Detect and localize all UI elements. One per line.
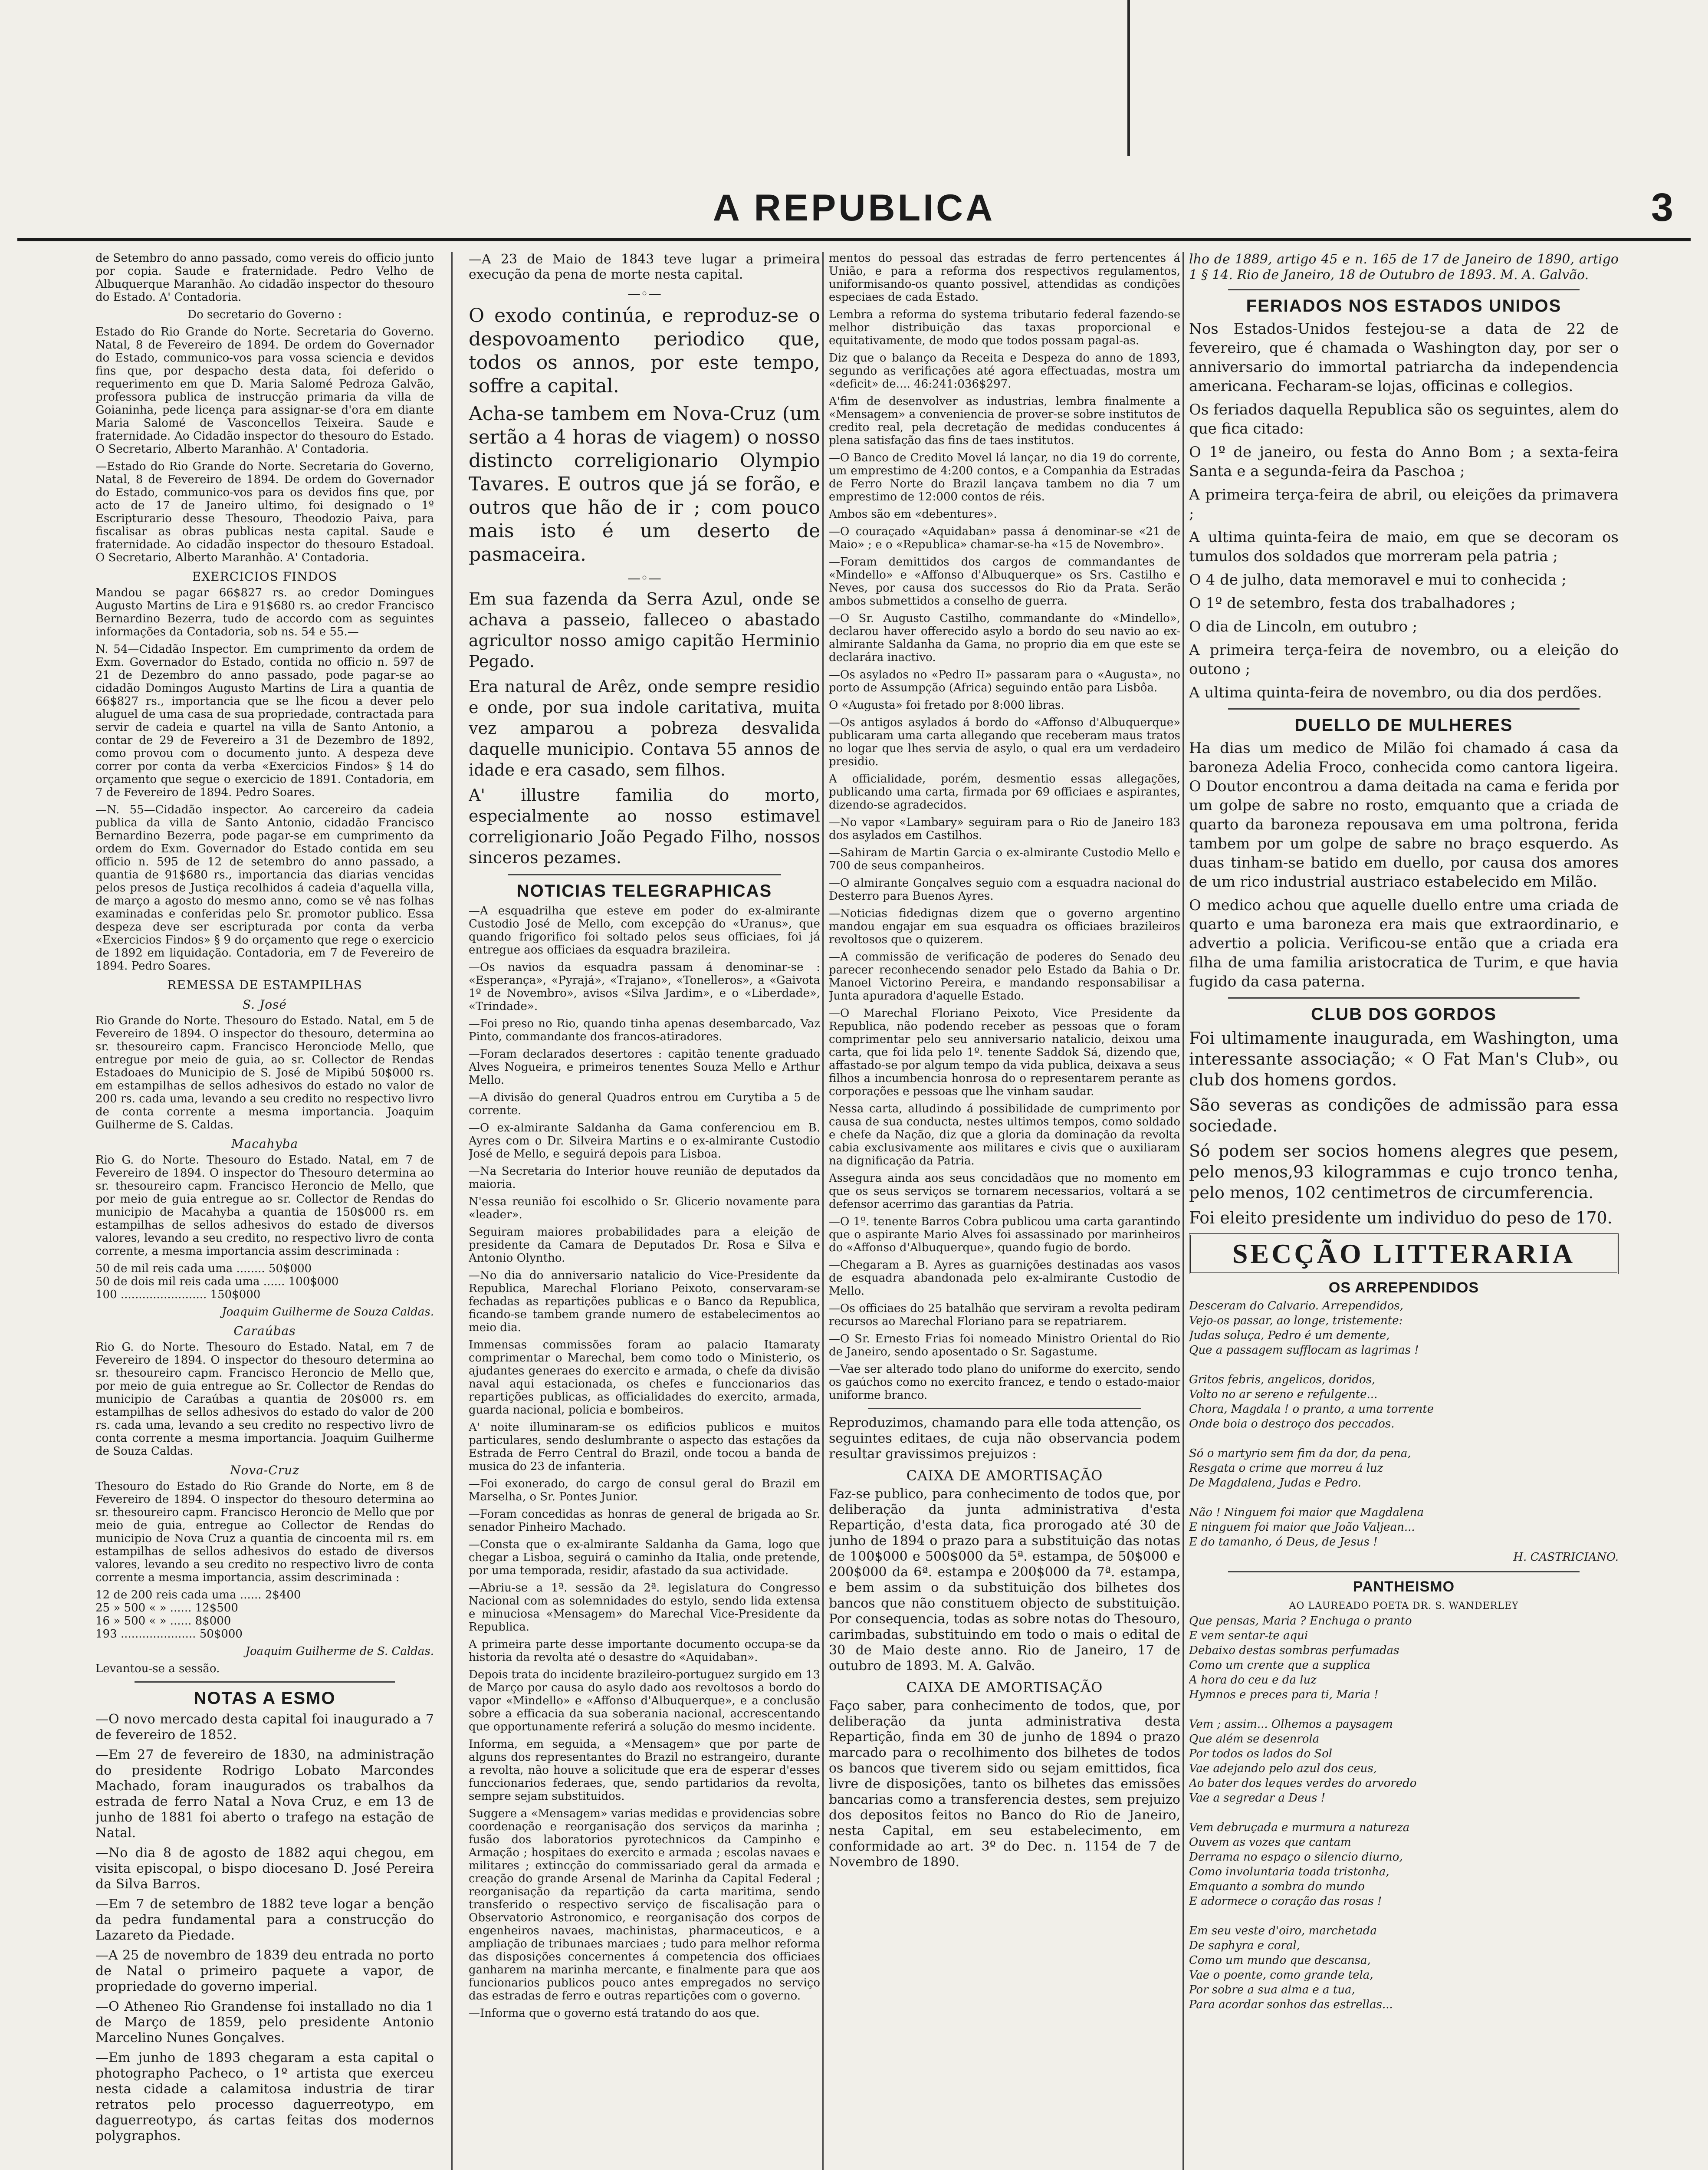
paragraph: —O Sr. Ernesto Frias foi nomeado Ministro Oriental do Rio de Janeiro, sendo aposentado o Sr. Sagastume. xyxy=(829,1332,1180,1358)
paragraph: —Consta que o ex-almirante Saldanha da Gama, logo que chegar a Lisboa, seguirá o caminho da Italia, onde pretende, por uma temporada, residir, afastado da sua actividade. xyxy=(469,1538,820,1577)
paragraph: —A divisão do general Quadros entrou em Curytiba a 5 de corrente. xyxy=(469,1091,820,1117)
poem-line: Ouvem as vozes que cantam xyxy=(1189,1836,1351,1849)
paragraph: Suggere a «Mensagem» varias medidas e providencias sobre coordenação e reorganisação dos serviços da marinha ; fusão dos laboratorios pyrotechnicos da Campinho e Armação ; hospitaes do exercito e armada ; escolas navaes e militares ; extincção do commissariado geral da armada e creação do grande Arsenal de Marinha da Capital Federal ; reorganisação da repartição da carta maritima, sendo transferido o respectivo serviço de fiscalisação para o Observatorio Astronomico, e reorganisação dos corpos de engenheiros navaes, machinistas, pharmaceuticos, e a ampliação de tribunaes marciaes ; tudo para melhor reforma das disposições concernentes á competencia dos officiaes ganharem na marinha mercante, e finalmente para que aos funcionarios publicos pouco antes empregados no serviço das estradas de ferro e outras repartições com o governo. xyxy=(469,1807,820,2002)
paragraph: Foi ultimamente inaugurada, em Washington, uma interessante associação; « O Fat Man's Club», ou club dos homens gordos. xyxy=(1189,1029,1619,1089)
paragraph: —Noticias fidedignas dizem que o governo argentino mandou engajar em sua esquadra os officiaes brazileiros revoltosos que o quizerem. xyxy=(829,907,1180,946)
column-4 xyxy=(1189,252,1619,2170)
poem-line: Vae a segredar a Deus ! xyxy=(1189,1792,1326,1805)
poem-line: Chora, Magdala ! o pranto, a uma torrente xyxy=(1189,1403,1434,1416)
poem-line: Vem ; assim... Olhemos a paysagem xyxy=(1189,1718,1393,1731)
poem-line: Em seu veste d'oiro, marchetada xyxy=(1189,1924,1377,1937)
paragraph: —Em 7 de setembro de 1882 teve logar a benção da pedra fundamental para a construcção do Lazareto da Piedade. xyxy=(95,1897,434,1943)
paragraph: —Foi exonerado, do cargo de consul geral do Brazil em Marselha, o Sr. Pontes Junior. xyxy=(469,1477,820,1503)
poem-line xyxy=(1189,1806,1619,1820)
poem-line: Debaixo destas sombras perfumadas xyxy=(1189,1644,1399,1657)
paragraph: —O 1º. tenente Barros Cobra publicou uma carta garantindo que o aspirante Mario Alves foi assassinado por marinheiros do «Affonso d'Albuquerque», quando fugio de bordo. xyxy=(829,1215,1180,1254)
paragraph: —Vae ser alterado todo plano do uniforme do exercito, sendo os gaúchos como no exercito francez, e tendo o estado-maior uniforme branco. xyxy=(829,1363,1180,1402)
list-item: A ultima quinta-feira de maio, em que se decoram os tumulos dos soldados que morreram pela patria ; xyxy=(1189,529,1619,565)
list-item: A primeira terça-feira de abril, ou eleições da primavera ; xyxy=(1189,486,1619,523)
paragraph: —Em junho de 1893 chegaram a esta capital o photographo Pacheco, o 1º artista que exerceu nesta cidade a calamitosa industria de tirar retratos pelo processo daguerreotypo, em daguerreotypo, ás cartas feitas dos modernos polygraphos. xyxy=(95,2050,434,2144)
paragraph: Faz-se publico, para conhecimento de todos que, por deliberação da junta administrativa d'esta Repartição, d'esta data, fica prorogado até 30 de junho de 1894 o prazo para a substituição das notas de 100$000 e 500$000 da 5ª. estampa, de 50$000 e 200$000 da 6ª. estampa e 200$000 da 7ª. estampa, e bem assim o da substituição dos bilhetes dos bancos que não constituem objecto de substituição. Por consequencia, todas as sobre notas do Thesouro, carimbadas, substituindo em todo o mais o edital de 30 de Maio deste anno. Rio de Janeiro, 17 de outubro de 1893. M. A. Galvão. xyxy=(829,1486,1180,1674)
column-2 xyxy=(469,252,820,2170)
section-heading: CLUB DOS GORDOS xyxy=(1311,1005,1497,1024)
divider xyxy=(868,1408,1141,1409)
poem-line: De saphyra e coral, xyxy=(1189,1939,1300,1952)
paragraph: —Os navios da esquadra passam á denominar-se : «Esperança», «Pyrajá», «Trajano», «Tonelleros», a «Gaivota 1º de Novembro», avisos «Silva Jardim», e o «Liberdade», «Trindade». xyxy=(469,961,820,1013)
list-item: O 1º de setembro, festa dos trabalhadores ; xyxy=(1189,595,1516,612)
poem-line: Que pensas, Maria ? Enchuga o pranto xyxy=(1189,1614,1412,1628)
poem-line: Desceram do Calvario. Arrependidos, xyxy=(1189,1299,1403,1312)
paragraph: —O Atheneo Rio Grandense foi installado no dia 1 de Março de 1859, pelo presidente Antonio Marcelino Nunes Gonçalves. xyxy=(95,1999,434,2045)
literary-section-banner: SECÇÃO LITTERARIA xyxy=(1189,1233,1619,1274)
signature: Joaquim Guilherme de Souza Caldas. xyxy=(222,1305,434,1318)
poem-title: PANTHEISMO xyxy=(1353,1578,1455,1595)
poem-title: OS ARREPENDIDOS xyxy=(1328,1279,1479,1296)
paragraph: —O ex-almirante Saldanha da Gama conferenciou em B. Ayres com o Dr. Silveira Martins e o ex-almirante Custodio José de Mello, e seguirá depois para Lisboa. xyxy=(469,1121,820,1161)
paragraph: São severas as condições de admissão para essa sociedade. xyxy=(1189,1095,1619,1135)
paragraph: O exodo continúa, e reproduz-se o despovoamento periodico que, todos os annos, por este tempo, soffre a capital. xyxy=(469,305,820,397)
divider xyxy=(508,874,781,875)
ornament-divider: —◦— xyxy=(627,286,661,302)
ornament-divider: —◦— xyxy=(627,571,661,586)
paragraph: Depois trata do incidente brazileiro-portuguez surgido em 13 de Março por causa do asylo dado aos revoltosos a bordo do vapor «Mindello» e «Affonso d'Albuquerque», e a conclusão sobre a efficacia da sua soberania nacional, accrescentando que opportunamente referirá a solução do mesmo incidente. xyxy=(469,1668,820,1733)
paragraph: —Foram demittidos dos cargos de commandantes de «Mindello» e «Affonso d'Albuquerque» os Srs. Castilho e Neves, por causa dos successos do Rio da Prata. Serão ambos submettidos a conselho de guerra. xyxy=(829,556,1180,608)
poem xyxy=(1189,1614,1619,2012)
list-item: O 1º de janeiro, ou festa do Anno Bom ; a sexta-feira Santa e a segunda-feira da Paschoa ; xyxy=(1189,444,1619,480)
table-row: 50 de dois mil reis cada uma ...... 100$000 xyxy=(95,1275,339,1288)
paragraph: —Chegaram a B. Ayres as guarnições destinadas aos vasos de esquadra abandonada pelo ex-almirante Custodio de Mello. xyxy=(829,1259,1180,1298)
section-heading: CAIXA DE AMORTISAÇÃO xyxy=(906,1467,1103,1484)
poem-line: Vem debruçada e murmura a natureza xyxy=(1189,1821,1410,1834)
list-item: A primeira terça-feira de novembro, ou a eleição do outono ; xyxy=(1189,641,1619,678)
signature: Joaquim Guilherme de S. Caldas. xyxy=(245,1645,434,1658)
poem-line: Derrama no espaço o silencio diurno, xyxy=(1189,1851,1403,1864)
poem-line: De Magdalena, Judas e Pedro. xyxy=(1189,1476,1361,1489)
poem-line: Que além se desenrola xyxy=(1189,1733,1320,1746)
table-total: 100 ........................ 150$000 xyxy=(95,1288,261,1301)
poem-line xyxy=(1189,1909,1619,1923)
poem-line: E do tamanho, ó Deus, de Jesus ! xyxy=(1189,1535,1378,1549)
newspaper-title: A REPUBLICA xyxy=(713,187,995,229)
poem-line: E ninguem foi maior que João Valjean... xyxy=(1189,1521,1415,1534)
column-3 xyxy=(829,252,1180,2170)
column-divider xyxy=(822,252,824,2170)
section-heading: EXERCICIOS FINDOS xyxy=(192,569,338,584)
poem-line: Que a passagem sufflocam as lagrimas ! xyxy=(1189,1344,1419,1357)
section-subheading: Nova-Cruz xyxy=(230,1463,299,1477)
section-heading: NOTICIAS TELEGRAPHICAS xyxy=(516,881,772,901)
list-item: O 4 de julho, data memoravel e mui to conhecida ; xyxy=(1189,571,1567,589)
paragraph: Acha-se tambem em Nova-Cruz (um sertão a 4 horas de viagem) o nosso distincto correligionario Olympio Tavares. E outros que já se forão, e outros que hão de ir ; com pouco mais isto é um deserto de pasmaceira. xyxy=(469,403,820,566)
poem-line: Vejo-os passar, ao longe, tristemente: xyxy=(1189,1314,1403,1327)
paragraph: Immensas commissões foram ao palacio Itamaraty comprimentar o Marechal, bem como todo o Ministerio, os ajudantes generaes do exercito e armada, o chefe da divisão naval aqui estacionada, os chefes e funccionarios das repartições publicas, as officialidades do exercito, armada, guarda nacional, policia e bombeiros. xyxy=(469,1338,820,1417)
poem-line: Onde boia o destroço dos peccados. xyxy=(1189,1417,1395,1430)
paragraph: Assegura ainda aos seus concidadãos que no momento em que os seus serviços se tornarem necessarios, voltará a se defensor acerrimo das garantias da Patria. xyxy=(829,1172,1180,1211)
paragraph: Levantou-se a sessão. xyxy=(95,1662,220,1675)
column-divider xyxy=(451,252,453,2170)
paragraph: —Foram declarados desertores : capitão tenente graduado Alves Nogueira, e primeiros tenentes Souza Mello e Arthur Mello. xyxy=(469,1048,820,1087)
section-subheading: Macahyba xyxy=(231,1137,299,1151)
poem-line: Emquanto a sombra do mundo xyxy=(1189,1880,1365,1893)
paragraph: Seguiram maiores probabilidades para a eleição de presidente da Camara de Deputados Dr. Rosa e Silva e Antonio Olyntho. xyxy=(469,1226,820,1265)
table-row: 50 de mil reis cada uma ........ 50$000 xyxy=(95,1262,312,1275)
section-subheading: S. José xyxy=(242,997,287,1012)
paragraph: —O novo mercado desta capital foi inaugurado a 7 de fevereiro de 1852. xyxy=(95,1712,434,1743)
paragraph: Rio G. do Norte. Thesouro do Estado. Natal, em 7 de Fevereiro de 1894. O inspector do Thesouro determina ao sr. thesoureiro capm. Francisco Heroncio de Mello, que por meio de guia entregue ao sr. Collector de Rendas do municipio de Macahyba a quantia de 150$000 rs. em estampilhas de sellos adhesivos do estado de diversos valores, levando a seu credito, no respectivo livro de conta corrente, a mesma importancia assim descriminada : xyxy=(95,1154,434,1258)
poem-line: Só o martyrio sem fim da dor, da pena, xyxy=(1189,1447,1411,1460)
table-total: 193 ..................... 50$000 xyxy=(95,1628,243,1641)
paragraph: —Em 27 de fevereiro de 1830, na administração do presidente Rodrigo Lobato Marcondes Machado, foram inaugurados os trabalhos da estrada de ferro Natal a Nova Cruz, e em 13 de junho de 1881 foi aberto o trafego na estação de Natal. xyxy=(95,1747,434,1841)
paragraph: Faço saber, para conhecimento de todos, que, por deliberação da junta administrativa desta Repartição, finda em 30 de junho de 1894 o prazo marcado para o recolhimento dos bilhetes de todos os bancos que tiverem sido ou sejam emittidos, fica livre de disposições, tanto os bilhetes das emissões bancarias como a transferencia destes, sem prejuizo dos depositos feitos no Banco do Rio de Janeiro, nesta Capital, em seu estabelecimento, em conformidade ao art. 3º do Dec. n. 1154 de 7 de Novembro de 1890. xyxy=(829,1698,1180,1870)
poem-line: Vae o poente, como grande tela, xyxy=(1189,1969,1373,1982)
poem-line xyxy=(1189,1491,1619,1505)
table-row: 16 » 500 « » ...... 8$000 xyxy=(95,1614,231,1628)
poem-line xyxy=(1189,1432,1619,1446)
paragraph: Rio G. do Norte. Thesouro do Estado. Natal, em 7 de Fevereiro de 1894. O inspector do thesouro determina ao sr. thesoureiro capm. Francisco Heroncio de Mello que, por meio de guia entregue ao Sr. Collector de Rendas do municipio de Caraúbas a quantia de 20$000 rs. em estampilhas de sellos adhesivos do estado do valor de 200 rs. cada uma, levando a seu credito no respectivo livro de conta corrente a mesma importancia. Joaquim Guilherme de Souza Caldas. xyxy=(95,1341,434,1458)
divider xyxy=(1228,708,1580,710)
paragraph: —A esquadrilha que esteve em poder do ex-almirante Custodio José de Mello, com excepção do «Uranus», que quando frigorifico foi soltado pelos seus officiaes, foi já entregue aos officiaes da esquadra brazileira. xyxy=(469,904,820,957)
paragraph: Reproduzimos, chamando para elle toda attenção, os seguintes editaes, de cuja não observancia podem resultar gravissimos prejuizos : xyxy=(829,1415,1180,1462)
paragraph: —Os asylados no «Pedro II» passaram para o «Augusta», no porto de Assumpção (Africa) seguindo então para Lisbôa. xyxy=(829,668,1180,694)
paragraph: —O couraçado «Aquidaban» passa á denominar-se «21 de Maio» ; e o «Republica» chamar-se-ha «15 de Novembro». xyxy=(829,525,1180,551)
poem-line xyxy=(1189,1703,1619,1716)
poem-line: Por sobre a sua alma e a tua, xyxy=(1189,1983,1355,1996)
paragraph: —Sahiram de Martin Garcia o ex-almirante Custodio Mello e 700 de seus companheiros. xyxy=(829,846,1180,872)
paragraph: Thesouro do Estado do Rio Grande do Norte, em 8 de Fevereiro de 1894. O inspector do thesouro determina ao sr. thesoureiro capm. Francisco Heroncio de Mello que por meio de guia, entregue ao Collector de Rendas do municipio de Nova Cruz a quantia de cincoenta mil rs. em estampilhas de sellos adhesivos do estado de diversos valores, levando a seu credito no respectivo livro de conta corrente a mesma importancia, assim descriminada : xyxy=(95,1480,434,1584)
paragraph: Estado do Rio Grande do Norte. Secretaria do Governo. Natal, 8 de Fevereiro de 1894. De ordem do Governador do Estado, communico-vos para vossa sciencia e devidos fins que, por despacho desta data, foi deferido o requerimento em que D. Maria Salomé Pedroza Galvão, professora publica de instrucção primaria da villa de Goianinha, pede licença para assignar-se d'ora em diante Maria Salomé de Vasconcellos Teixeira. Saude e fraternidade. Ao Cidadão inspector do thesouro do Estado. O Secretario, Alberto Maranhão. A' Contadoria. xyxy=(95,326,434,456)
paragraph: Rio Grande do Norte. Thesouro do Estado. Natal, em 5 de Fevereiro de 1894. O inspector do thesouro, determina ao sr. thesoureiro capm. Francisco Heronciode Mello, que entregue por meio de guia, ao sr. Collector de Rendas Estadoaes do Municipio de S. José de Mipibú 50$000 rs. em estampilhas de sellos adhesivos do estado no valor de 200 rs. cada uma, levando a seu credito no respectivo livro de conta corrente a mesma importancia. Joaquim Guilherme de S. Caldas. xyxy=(95,1014,434,1131)
section-heading: FERIADOS NOS ESTADOS UNIDOS xyxy=(1246,296,1562,316)
poem-line xyxy=(1189,1358,1619,1372)
paragraph: Nos Estados-Unidos festejou-se a data de 22 de fevereiro, que é chamada o Washington day, por ser o anniversario do immortal patriarcha da independencia americana. Fecharam-se lojas, officinas e collegios. xyxy=(1189,320,1619,395)
paragraph: —No dia 8 de agosto de 1882 aqui chegou, em visita episcopal, o bispo diocesano D. José Pereira da Silva Barros. xyxy=(95,1845,434,1892)
paragraph: Só podem ser socios homens alegres que pesem, pelo menos,93 kilogrammas e cujo tronco tenha, pelo menos, 102 centimetros de circumferencia. xyxy=(1189,1141,1619,1202)
paragraph: Os feriados daquella Republica são os seguintes, alem do que fica citado: xyxy=(1189,401,1619,437)
poem-line: A hora do ceu e da luz xyxy=(1189,1674,1317,1687)
section-heading: DUELLO DE MULHERES xyxy=(1294,716,1513,735)
poem-line: Como um mundo que descansa, xyxy=(1189,1954,1371,1967)
page-number: 3 xyxy=(1651,185,1673,230)
divider xyxy=(1228,1571,1580,1572)
table-row: 12 de 200 reis cada uma ...... 2$400 xyxy=(95,1588,301,1601)
paragraph: Do secretario do Governo : xyxy=(187,308,342,321)
paragraph: —No dia do anniversario natalicio do Vice-Presidente da Republica, Marechal Floriano Peixoto, conservaram-se fechadas as repartições publicas e o Banco da Republica, ficando-se tambem grande numero de estabelecimentos ao meio dia. xyxy=(469,1269,820,1334)
paragraph: N'essa reunião foi escolhido o Sr. Glicerio novamente para «leader». xyxy=(469,1195,820,1221)
section-heading: NOTAS A ESMO xyxy=(194,1689,336,1708)
poem-line: Como um crente que a supplica xyxy=(1189,1659,1370,1672)
paragraph: —Estado do Rio Grande do Norte. Secretaria do Governo, Natal, 8 de Fevereiro de 1894. De ordem do Governador do Estado, communico-vos para os devidos fins que, por acto de 17 de Janeiro ultimo, foi designado o 1º Escripturario desse Thesouro, Theodozio Paiva, para fiscalisar as obras publicas nesta capital. Saude e fraternidade. Ao cidadão inspector do thesouro Estadoal. O Secretario, Alberto Maranhão. A' Contadoria. xyxy=(95,460,434,564)
paragraph: —O Sr. Augusto Castilho, commandante do «Mindello», declarou haver offerecido asylo a bordo do seu navio ao ex-almirante Saldanha da Gama, no proprio dia em que este se declarára inactivo. xyxy=(829,612,1180,664)
poem-dedication: AO LAUREADO POETA DR. S. WANDERLEY xyxy=(1289,1601,1519,1611)
paragraph: —A 23 de Maio de 1843 teve lugar a primeira execução da pena de morte nesta capital. xyxy=(469,252,820,282)
table-row: 25 » 500 « » ...... 12$500 xyxy=(95,1601,238,1614)
paragraph: A' illustre familia do morto, especialmente ao nosso estimavel correligionario João Pegado Filho, nossos sinceros pezames. xyxy=(469,786,820,867)
paragraph: Mandou se pagar 66$827 rs. ao credor Domingues Augusto Martins de Lira e 91$680 rs. ao credor Francisco Bernardino Bezerra, tudo de accordo com as seguintes informações da Contadoria, sob ns. 54 e 55.— xyxy=(95,586,434,638)
page-fold-mark xyxy=(1127,0,1130,156)
paragraph: —A commissão de verificação de poderes do Senado deu parecer reconhecendo senador pelo Estado da Bahia o Dr. Manoel Victorino Pereira, e mandando responsabilisar a Junta apuradora d'aquelle Estado. xyxy=(829,950,1180,1003)
paragraph: —Abriu-se a 1ª. sessão da 2ª. legislatura do Congresso Nacional com as solemnidades do estylo, sendo lida extensa e minuciosa «Mensagem» do Marechal Vice-Presidente da Republica. xyxy=(469,1581,820,1634)
paragraph: Nessa carta, alludindo á possibilidade de cumprimento por causa de sua conducta, nestes ultimos tempos, como soldado e chefe da Nação, diz que a gloria da dominação da revolta cabia exclusivamente aos militares e civis que o auxiliaram na dignificação da Patria. xyxy=(829,1102,1180,1167)
poem-line: Por todos os lados do Sol xyxy=(1189,1747,1333,1760)
paragraph: —O Banco de Credito Movel lá lançar, no dia 19 do corrente, um emprestimo de 4:200 contos, e a Companhia da Estradas de Ferro Norte do Brazil lançava tambem no dia 7 um emprestimo de 12:000 contos de réis. xyxy=(829,451,1180,503)
poem-line: Hymnos e preces para ti, Maria ! xyxy=(1189,1688,1379,1701)
paragraph: Em sua fazenda da Serra Azul, onde se achava a passeio, falleceo o abastado agricultor nosso amigo capitão Herminio Pegado. xyxy=(469,589,820,671)
paragraph: N. 54—Cidadão Inspector. Em cumprimento da ordem de Exm. Governador do Estado, contida no officio n. 597 de 21 de Dezembro do anno passado, pode pagar-se ao cidadão Domingos Augusto Martins de Lira a quantia de 66$827 rs., importancia que se lhe ficou a dever pelo aluguel de uma casa de sua propriedade, contractada para servir de cadeia e quartel na villa de Santo Antonio, a contar de 29 de Fevereiro a 31 de Dezembro de 1892, como provou com o documento junto. A despeza deve correr por conta da verba «Exercicios Findos» § 14 do orçamento que segue o exercicio de 1891. Contadoria, em 7 de Fevereiro de 1894. Pedro Soares. xyxy=(95,643,434,799)
paragraph: Diz que o balanço da Receita e Despeza do anno de 1893, segundo as verificações até agora effectuadas, mostra um «deficit» de.... 46:241:036$297. xyxy=(829,352,1180,391)
poem-signature: H. CASTRICIANO. xyxy=(1513,1551,1619,1564)
paragraph: mentos do pessoal das estradas de ferro pertencentes á União, e para a reforma dos respectivos regulamentos, uniformisando-os quanto possivel, attendidas as condições especiaes de cada Estado. xyxy=(829,252,1180,304)
list-item: O dia de Lincoln, em outubro ; xyxy=(1189,618,1418,635)
paragraph: Ha dias um medico de Milão foi chamado á casa da baroneza Adelia Froco, conhecida como cantora ligeira. O Doutor encontrou a dama deitada na cama e ferida por um golpe de sabre no rosto, emquanto que a criada de quarto da baroneza repousava em uma poltrona, ferida tambem por um golpe de sabre no braço esquerdo. As duas tinham-se batido em duello, por causa dos amores de um rico industrial austriaco estabelecido em Milão. xyxy=(1189,740,1619,891)
masthead-rule xyxy=(17,238,1691,241)
column-1 xyxy=(95,252,434,2170)
section-subheading: Caraúbas xyxy=(233,1324,296,1338)
paragraph: O medico achou que aquelle duello entre uma criada de quarto e uma baroneza era mais que extraordinario, e advertio a policia. Verificou-se então que a criada era filha de uma familia aristocratica de Turim, e que havia fugido da casa paterna. xyxy=(1189,897,1619,990)
column-divider xyxy=(1182,252,1184,2170)
divider xyxy=(1228,289,1580,290)
list-item: A ultima quinta-feira de novembro, ou dia dos perdões. xyxy=(1189,684,1602,701)
paragraph: —Foram concedidas as honras de general de brigada ao Sr. senador Pinheiro Machado. xyxy=(469,1508,820,1534)
paragraph: —Os antigos asylados á bordo do «Affonso d'Albuquerque» publicaram uma carta allegando que receberam maus tratos no logar que lhes servia de asylo, o qual era um verdadeiro presidio. xyxy=(829,716,1180,768)
paragraph: Foi eleito presidente um individuo do peso de 170. xyxy=(1189,1208,1613,1227)
paragraph: —N. 55—Cidadão inspector. Ao carcereiro da cadeia publica da villa de Santo Antonio, cidadão Francisco Bernardino Bezerra, pode pagar-se em cumprimento da ordem do Exm. Governador do Estado contida em seu officio n. 595 de 12 de setembro do anno passado, a quantia de 91$680 rs., importancia das diarias vencidas pelos presos de Justiça recolhidos á cadeia d'aquella villa, de março a agosto do mesmo anno, como se vê nas folhas examinadas e conferidas pelo Sr. promotor publico. Essa despeza deve ser escripturada por conta da verba «Exercicios Findos» § 9 do orçamento que rege o exercicio de 1892 em liquidação. Contadoria, em 7 de Fevereiro de 1894. Pedro Soares. xyxy=(95,803,434,973)
divider xyxy=(135,1681,395,1683)
section-heading: REMESSA DE ESTAMPILHAS xyxy=(167,978,362,992)
poem-line: Não ! Ninguem foi maior que Magdalena xyxy=(1189,1506,1424,1519)
poem xyxy=(1189,1299,1619,1549)
poem-line: Gritos febris, angelicos, doridos, xyxy=(1189,1373,1376,1386)
paragraph: —A 25 de novembro de 1839 deu entrada no porto de Natal o primeiro paquete a vapor, de propriedade do governo imperial. xyxy=(95,1948,434,1994)
section-heading: CAIXA DE AMORTISAÇÃO xyxy=(906,1679,1103,1696)
poem-line: Vae adejando pelo azul dos ceus, xyxy=(1189,1762,1377,1775)
paragraph: A' noite illuminaram-se os edificios publicos e muitos particulares, sendo deslumbrante o aspecto das estações da Estrada de Ferro Central do Brazil, onde tocou a banda de musica do 23 de infanteria. xyxy=(469,1421,820,1473)
paragraph: Lembra a reforma do systema tributario federal fazendo-se melhor distribuição das taxas proporcional e equitativamente, de modo que todos possam pagal-as. xyxy=(829,308,1180,347)
paragraph: A'fim de desenvolver as industrias, lembra finalmente a «Mensagem» a conveniencia de prover-se sobre institutos de credito real, pela decretação de medidas conducentes á plena satisfação das fins de taes institutos. xyxy=(829,395,1180,447)
poem-line: Volto no ar sereno e refulgente... xyxy=(1189,1388,1378,1401)
poem-line: Como involuntaria toada tristonha, xyxy=(1189,1865,1389,1878)
paragraph: —No vapor «Lambary» seguiram para o Rio de Janeiro 183 dos asylados em Castilhos. xyxy=(829,816,1180,842)
paragraph: O «Augusta» foi fretado por 8:000 libras. xyxy=(829,699,1064,712)
paragraph: —Na Secretaria do Interior houve reunião de deputados da maioria. xyxy=(469,1165,820,1191)
poem-line: Judas soluça, Pedro é um demente, xyxy=(1189,1329,1390,1342)
paragraph: —O Marechal Floriano Peixoto, Vice Presidente da Republica, não podendo receber as pessoas que o foram comprimentar pelo seu anniversario natalicio, deixou uma carta, que foi lida pelo 1º. tenente Saddok Sá, dizendo que, affastado-se por algum tempo da vida publica, deixava a seus filhos a incumbencia honrosa do o representarem perante as corporações e pessoas que lhe vinham saudar. xyxy=(829,1007,1180,1098)
divider xyxy=(1228,997,1580,999)
paragraph: —Foi preso no Rio, quando tinha apenas desembarcado, Vaz Pinto, commandante dos francos-atiradores. xyxy=(469,1017,820,1043)
poem-line: Resgata o crime que morreu á luz xyxy=(1189,1462,1383,1475)
poem-line: E vem sentar-te aqui xyxy=(1189,1629,1308,1642)
paragraph: A primeira parte desse importante documento occupa-se da historia da revolta até o desastre do «Aquidaban». xyxy=(469,1638,820,1664)
paragraph: —O almirante Gonçalves seguio com a esquadra nacional do Desterro para Buenos Ayres. xyxy=(829,877,1180,903)
paragraph: Era natural de Arêz, onde sempre residio e onde, por sua indole caritativa, muita vez amparou a pobreza desvalida daquelle municipio. Contava 55 annos de idade e era casado, sem filhos. xyxy=(469,677,820,779)
paragraph: lho de 1889, artigo 45 e n. 165 de 17 de Janeiro de 1890, artigo 1 § 14. Rio de Janeiro, 18 de Outubro de 1893. M. A. Galvão. xyxy=(1189,252,1619,283)
poem-line: E adormece o coração das rosas ! xyxy=(1189,1895,1382,1908)
poem-line: Ao bater dos leques verdes do arvoredo xyxy=(1189,1777,1417,1790)
paragraph: A officialidade, porém, desmentio essas allegações, publicando uma carta, firmada por 69 officiaes e aspirantes, dizendo-se agradecidos. xyxy=(829,773,1180,812)
poem-line: Para acordar sonhos das estrellas... xyxy=(1189,1998,1393,2011)
paragraph: —Os officiaes do 25 batalhão que serviram a revolta pediram recursos ao Marechal Floriano para se repatriarem. xyxy=(829,1302,1180,1328)
masthead xyxy=(17,182,1691,234)
paragraph: Ambos são em «debentures». xyxy=(829,508,997,521)
paragraph: Informa, em seguida, a «Mensagem» que por parte de alguns dos representantes do Brazil no estrangeiro, durante a revolta, não houve a solicitude que era de esperar d'esses funccionarios federaes, que, sendo partidarios da revolta, sempre sejam substituidos. xyxy=(469,1738,820,1803)
paragraph: de Setembro do anno passado, como vereis do officio junto por copia. Saude e fraternidade. Pedro Velho de Albuquerque Maranhão. Ao cidadão inspector do thesouro do Estado. A' Contadoria. xyxy=(95,252,434,304)
paragraph: —Informa que o governo está tratando do aos que. xyxy=(469,2007,760,2020)
